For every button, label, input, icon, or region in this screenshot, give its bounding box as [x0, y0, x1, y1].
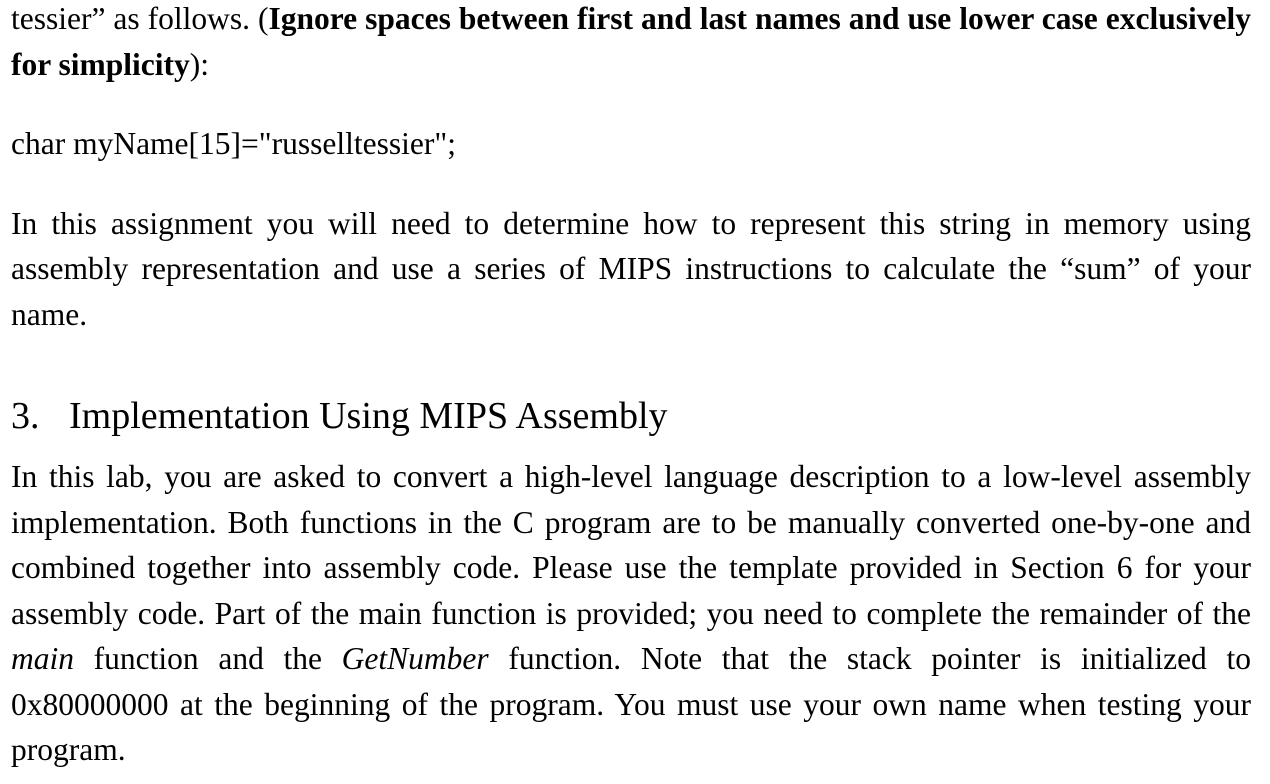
implementation-paragraph [11, 454, 1251, 773]
body-part-2: function and the [74, 641, 342, 676]
body-part-3: function. Note that the stack pointer is initialized to 0x80000000 at the beginning of the program. You must use your own name when testing your program. [11, 641, 1251, 767]
intro-bold-instruction: Ignore spaces between first and last names and use lower case exclusively for simplicity [11, 1, 1251, 82]
document-page [11, 0, 1251, 773]
body-part-1: In this lab, you are asked to convert a high-level language description to a low-level assembly implementation. Both functions in the C program are to be manually converted one-by-one and combined together into assembly code. Please use the template provided in Section 6 for your assembly code. Part of the main function is provided; you need to complete the remainder of the [11, 459, 1251, 631]
intro-lead: tessier” as follows. ( [11, 1, 269, 36]
assignment-paragraph: In this assignment you will need to determine how to represent this string in memory using assembly representation and use a series of MIPS instructions to calculate the “sum” of your name. [11, 205, 1251, 332]
intro-paragraph [11, 0, 1251, 87]
getnumber-function-term: GetNumber [341, 641, 489, 676]
section-heading [11, 390, 1251, 442]
intro-tail: ): [189, 46, 210, 82]
code-declaration: char myName[15]="russelltessier"; [11, 126, 456, 161]
main-function-term: main [11, 641, 74, 676]
section-number: 3. [11, 395, 40, 437]
section-title: Implementation Using MIPS Assembly [69, 395, 668, 437]
